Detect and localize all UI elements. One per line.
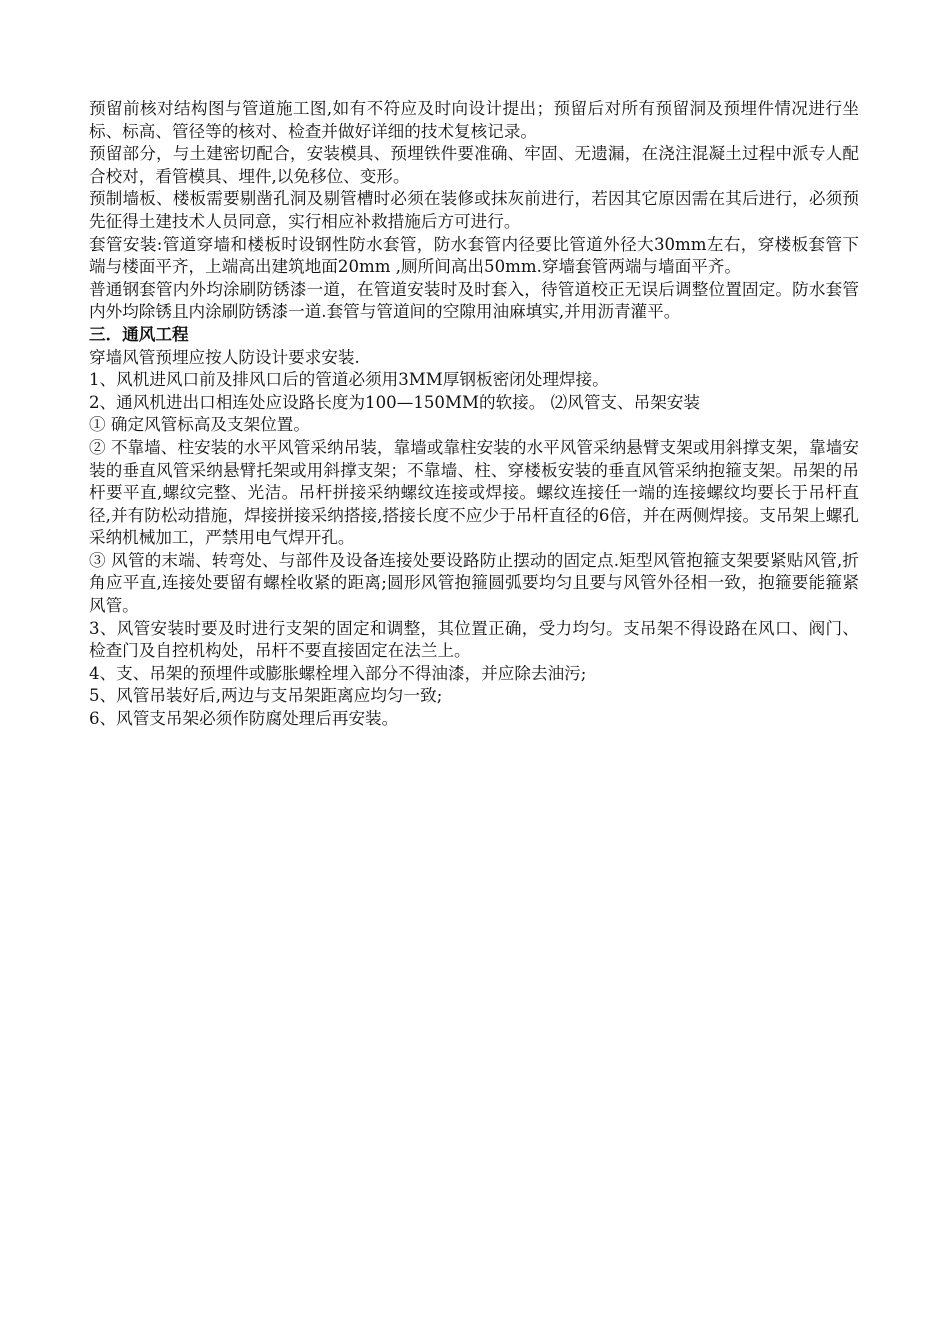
paragraph-wall-duct: 穿墙风管预埋应按人防设计要求安装.: [89, 347, 360, 367]
paragraph-steel-sleeve: 普通钢套管内外均涂刷防锈漆一道，在管道安装时及时套入，待管道校正无误后调整位置固定。防水套管内外均除锈且内涂刷防锈漆一道.套管与管道间的空隙用油麻填实,并用沥青灌平。: [89, 279, 859, 322]
list-item-6: 6、风管支吊架必须作防腐处理后再安装。: [89, 709, 399, 729]
paragraph-sleeve-installation: 套管安装:管道穿墙和楼板时设钢性防水套管，防水套管内径要比管道外径大30mm左右，穿楼板套管下端与楼面平齐，上端高出建筑地面20mm ,厕所间高出50mm.穿墙套管两端与墙面平齐。: [89, 234, 859, 277]
document-page: [89, 98, 859, 731]
list-item-2: 2、通风机进出口相连处应设路长度为100—150MM的软接。 ⑵风管支、吊架安装: [89, 392, 700, 412]
paragraph-prefab-panels: 预制墙板、楼板需要剔凿孔洞及剔管槽时必须在装修或抹灰前进行，若因其它原因需在其后进行，必须预先征得土建技术人员同意，实行相应补救措施后方可进行。: [89, 189, 859, 231]
sub-item-2: ② 不靠墙、柱安装的水平风管采纳吊装，靠墙或靠柱安装的水平风管采纳悬臂支架或用斜撑支架，靠墙安装的垂直风管采纳悬臂托架或用斜撑支架；不靠墙、柱、穿楼板安装的垂直风管采纳抱箍支架。吊架的吊杆要平直,螺纹完整、光洁。吊杆拼接采纳螺纹连接或焊接。螺纹连接任一端的连接螺纹均要长于吊杆直径,并有防松动措施，焊接拼接采纳搭接,搭接长度不应少于吊杆直径的6倍，并在两侧焊接。支吊架上螺孔采纳机械加工，严禁用电气焊开孔。: [89, 437, 859, 548]
list-item-4: 4、支、吊架的预埋件或膨胀螺栓埋入部分不得油漆，并应除去油污;: [89, 663, 587, 683]
paragraph-reservation-cooperation: 预留部分，与土建密切配合，安装模具、预埋铁件要准确、牢固、无遗漏，在浇注混凝土过程中派专人配合校对，看管模具、埋件,以免移位、变形。: [89, 144, 859, 186]
sub-item-1: ① 确定风管标高及支架位置。: [89, 415, 310, 435]
section-heading-ventilation: 三．通风工程: [89, 324, 189, 344]
sub-item-3: ③ 风管的末端、转弯处、与部件及设备连接处要设路防止摆动的固定点.矩型风管抱箍支架要紧贴风管,折角应平直,连接处要留有螺栓收紧的距离;圆形风管抱箍圆弧要均匀且要与风管外径相一致，抱箍要能箍紧风管。: [89, 550, 859, 616]
paragraph-reservation-check: 预留前核对结构图与管道施工图,如有不符应及时向设计提出；预留后对所有预留洞及预埋件情况进行坐标、标高、管径等的核对、检查并做好详细的技术复核记录。: [89, 99, 859, 141]
list-item-1: 1、风机进风口前及排风口后的管道必须用3MM厚钢板密闭处理焊接。: [89, 370, 609, 390]
list-item-5: 5、风管吊装好后,两边与支吊架距离应均匀一致;: [89, 686, 443, 706]
list-item-3: 3、风管安装时要及时进行支架的固定和调整，其位置正确，受力均匀。支吊架不得设路在风口、阀门、检查门及自控机构处，吊杆不要直接固定在法兰上。: [89, 618, 859, 661]
